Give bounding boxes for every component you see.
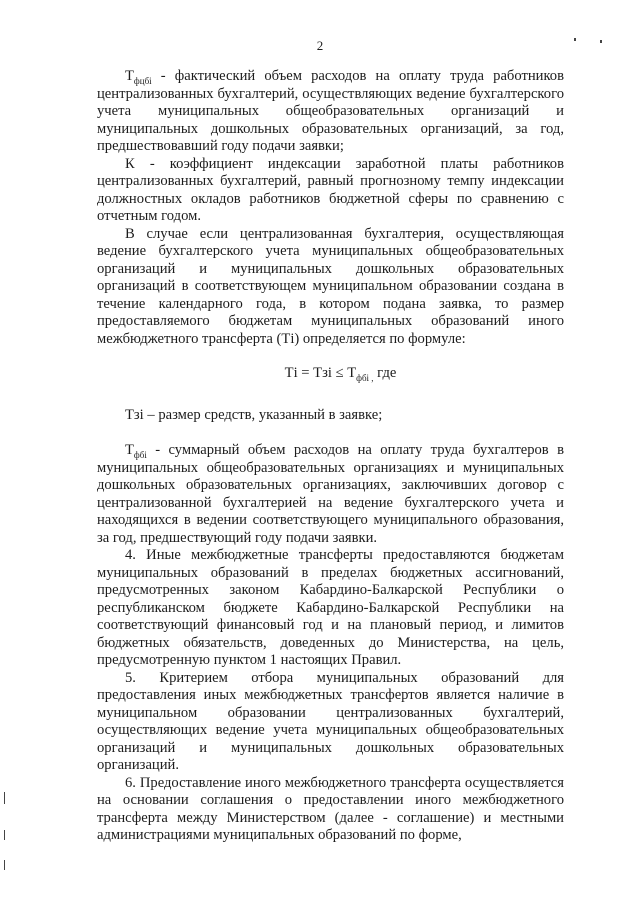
- paragraph-4: 4. Иные межбюджетные трансферты предоставляются бюджетам муниципальных образований в пределах бюджетных ассигнований, предусмотренных законом Кабардино-Балкарской Республики о республиканском бюджете Кабардино-Балкарской Республики на соответствующий финансовый год и на плановый период, и лимитов бюджетных обязательств, доведенных до Министерства, на цель, предусмотренную пунктом 1 настоящих Правил.: [97, 547, 564, 668]
- paragraph-k: К - коэффициент индексации заработной платы работников централизованных бухгалтерий, равный прогнозному темпу индексации должностных окладов работников бюджетной сферы по сравнению с отчетным годом.: [97, 155, 564, 224]
- paragraph-5: 5. Критерием отбора муниципальных образований для предоставления иных межбюджетных трансфертов является наличие в муниципальном образовании централизованных бухгалтерий, осуществляющих ведение учета муниципальных общеобразовательных организаций и муниципальных дошкольных образовательных организаций.: [97, 669, 564, 773]
- scan-mark: [574, 38, 576, 41]
- formula-subscript: фбi ,: [356, 372, 374, 383]
- formula: [117, 365, 564, 383]
- paragraph-text: - фактический объем расходов на оплату труда работников централизованных бухгалтерий, осуществляющих ведение бухгалтерского учета муниципальных общеобразовательных организаций и муниципальных дошкольных образовательных организаций, за год, предшествовавший году подачи заявки;: [97, 68, 564, 154]
- formula-left: Тi = Тзi ≤ Т: [284, 365, 357, 381]
- formula-right: где: [373, 365, 397, 381]
- paragraph-tzi: Тзi – размер средств, указанный в заявке;: [125, 406, 383, 423]
- symbol-t: Т: [125, 68, 134, 84]
- subscript: фбi: [133, 449, 147, 460]
- document-body: [97, 68, 564, 845]
- paragraph-6: 6. Предоставление иного межбюджетного трансферта осуществляется на основании соглашения о предоставлении иного межбюджетного трансферта между Министерством (далее - соглашение) и местными администрациями муниципальных образований по форме,: [97, 774, 564, 843]
- scan-mark: [4, 860, 5, 870]
- paragraph-text: - суммарный объем расходов на оплату труда бухгалтеров в муниципальных общеобразовательных организациях и муниципальных дошкольных образовательных организациях, заключивших договор с централизованной бухгалтерией на ведение бухгалтерского учета и находящихся в ведении соответствующего муниципального образования, за год, предшествующий году подачи заявки.: [97, 442, 564, 546]
- paragraph-t-fcbi: [97, 68, 564, 156]
- page-number: 2: [316, 38, 324, 53]
- subscript: фцбi: [133, 75, 152, 86]
- scan-mark: [4, 830, 5, 840]
- symbol-t: Т: [125, 442, 134, 458]
- paragraph-case: В случае если централизованная бухгалтерия, осуществляющая ведение бухгалтерского учета муниципальных общеобразовательных организаций и муниципальных дошкольных образовательных организаций в соответствующем муниципальном образовании создана в течение календарного года, в котором подана заявка, то размер предоставляемого бюджетам муниципальных образований иного межбюджетного трансферта (Тi) определяется по формуле:: [97, 225, 564, 347]
- scan-mark: [4, 792, 5, 804]
- paragraph-t-fbi: [97, 442, 564, 547]
- scan-mark: [600, 40, 602, 43]
